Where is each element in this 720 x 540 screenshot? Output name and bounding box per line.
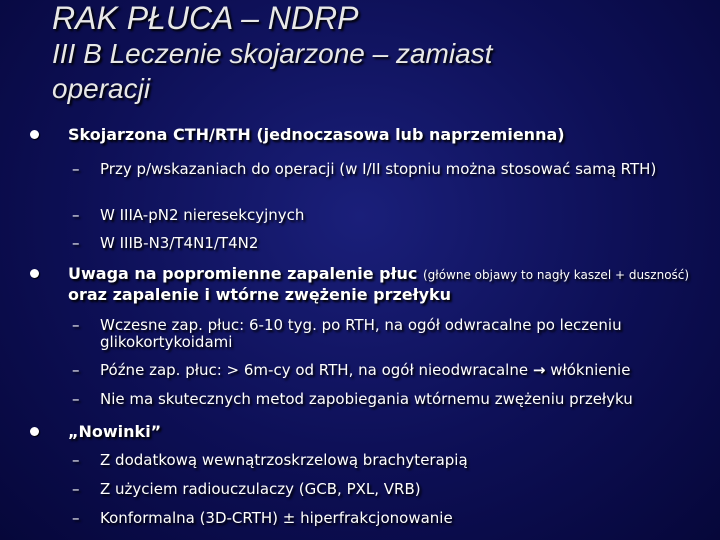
- sub-item: [72, 510, 682, 527]
- bullet-2-note: (główne objawy to nagły kaszel + duszność): [422, 268, 690, 282]
- sub-item-text: Nie ma skutecznych metod zapobiegania wtórnemu zwężeniu przełyku: [100, 390, 633, 408]
- dash-marker: –: [72, 206, 80, 224]
- sub-item: [72, 452, 682, 469]
- sub-item: [72, 235, 682, 252]
- sub-item: [72, 391, 682, 408]
- sub-item: [72, 481, 682, 498]
- dash-marker: –: [72, 480, 80, 498]
- sub-item-text: Z użyciem radiouczulaczy (GCB, PXL, VRB): [100, 480, 421, 498]
- dash-marker: –: [72, 451, 80, 469]
- right-arrow-icon: →: [532, 361, 546, 379]
- arrow-result-text: włóknienie: [550, 361, 631, 379]
- bullet-2-text-a: Uwaga na popromienne zapalenie płuc: [68, 264, 418, 283]
- dash-marker: –: [72, 160, 80, 178]
- bullet-dot-icon: [30, 130, 39, 139]
- sub-item: [72, 207, 682, 224]
- bullet-dot-icon: [30, 269, 39, 278]
- dash-marker: –: [72, 361, 80, 379]
- sub-item-text: Przy p/wskazaniach do operacji (w I/II stopniu można stosować samą RTH): [100, 160, 657, 178]
- title-line-1: RAK PŁUCA – NDRP: [52, 0, 359, 36]
- dash-marker: –: [72, 234, 80, 252]
- sub-item: [72, 317, 682, 351]
- bullet-1-text: Skojarzona CTH/RTH (jednoczasowa lub naprzemienna): [68, 125, 565, 144]
- sub-item-text: W IIIB-N3/T4N1/T4N2: [100, 234, 259, 252]
- bullet-dot-icon: [30, 427, 39, 436]
- sub-item: [72, 362, 682, 379]
- bullet-3-text: „Nowinki”: [68, 422, 162, 441]
- sub-item-text: W IIIA-pN2 nieresekcyjnych: [100, 206, 305, 224]
- sub-item-text: Późne zap. płuc: > 6m-cy od RTH, na ogół nieodwracalne: [100, 361, 529, 379]
- bullet-2-text: [68, 264, 708, 304]
- title-line-2: III B Leczenie skojarzone – zamiast: [52, 38, 493, 69]
- dash-marker: –: [72, 509, 80, 527]
- sub-item-text: Wczesne zap. płuc: 6-10 tyg. po RTH, na ogół odwracalne po leczeniu glikokortykoidami: [100, 316, 622, 351]
- sub-item-text: Z dodatkową wewnątrzoskrzelową brachyterapią: [100, 451, 468, 469]
- sub-item: [72, 161, 682, 178]
- title-line-3: operacji: [52, 73, 151, 104]
- slide-title: [52, 2, 492, 103]
- bullet-2-text-b: oraz zapalenie i wtórne zwężenie przełyku: [68, 285, 452, 304]
- dash-marker: –: [72, 316, 80, 334]
- dash-marker: –: [72, 390, 80, 408]
- sub-item-text: Konformalna (3D-CRTH) ± hiperfrakcjonowanie: [100, 509, 453, 527]
- sub-item-text-wrapper: [72, 362, 682, 379]
